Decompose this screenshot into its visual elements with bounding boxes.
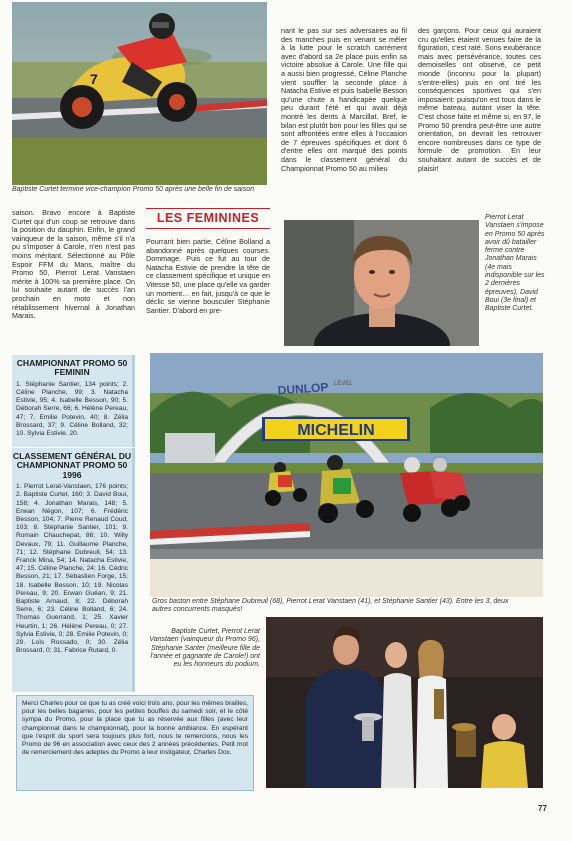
podium-caption: Baptiste Curtet, Pierrot Lerat Vanstaen (vainqueur du Promo 96), Stéphanie Santer (meilleure fille de l'année et gagnante de Carole!) ont eu les honneurs du podium. <box>149 628 260 669</box>
column-4-text: des garçons. Pour ceux qui auraient cru qu'elles étaient venues faire de la figuration, c'est raté. Sons exubérance mais avec persévérance, toutes ces demoiselles ont observé, ce petit monde (inconnu pour la plupart) s'entre-elles) puis en ont tiré les conséquences sportives qui s'en imposaient: puisqu'on est tous dans le même bateau, autant viser la tête. C'est chose faite et même si, en 97, le Promo 50 prendra peut-être une autre orientation, on devrait les retrouver encore nombreuses dans ce type de formule de promotion. En leur souhaitant autant de succès et de plaisir! <box>418 26 541 173</box>
feminines-heading: LES FEMININES <box>156 211 260 225</box>
championnat-feminin-results: 1. Stéphanie Santier, 134 points; 2. Céline Planche, 99; 3. Natacha Estivie, 95; 4. Isabelle Besson, 90; 5. Déborah Serre, 66; 6. Hélène Pereau, 47; 7. Emilie Potevin, 40; 8. Zélia Brossard, 37; 9. Céline Bolland, 32; 10. Sylvia Estivie, 20. <box>16 380 128 438</box>
race-photo <box>150 353 543 597</box>
portrait-caption: Pierrot Lerat Vanstaen s'impose en Promo 50 après avoir dû batailler ferme contre Jonathan Marais (4e mais indisponible sur les 2 dernières épreuves), David Boui (3e final) et Baptiste Curtet. <box>485 214 545 313</box>
feminines-heading-rule-bottom <box>146 228 270 229</box>
column-3-text: nant le pas sur ses adversaires au fil des manches puis en venant se mêler à la lutte pour le scratch carrément avec d'abord sa 2e place puis enfin sa victoire absolue à Carole. Une fille qui a aussi bien progressé, Céline Planche vient souffler la seconde place à Natacha Estivie et puis Isabelle Besson qu'une chute a handicapée quelque peu durant l'été et qui avait déjà montré les dents à Marcillat. Bref, le bilan est plutôt bon pour les filles qui se sont affrontées entre elles à l'occasion de 7 épreuves spécifiques et dont 6 d'entre elles ont marqué des points dans le classement général du Championnat Promo 50 au milieu <box>281 26 407 173</box>
level-sign-text: LEVEL <box>334 381 353 387</box>
portrait-photo <box>284 220 479 346</box>
classement-general-results: 1. Pierrot Lerat-Vanstaen, 176 points; 2. Baptiste Curtet, 160; 3. David Boui, 158; 4. Jonathan Marais, 148; 5. Erwan Négon, 107; 6. Frédéric Besson, 104; 7. Pierre Renaud Coud, 103; 8. Stéphanie Santier, 101; 9. Romain Chauchepat, 86; 10. Willy Devaux, 79; 11. Guillaume Planche, 71; 12. Stéphane Dubreuil, 54; 13. Franck Mina, 54; 14. Natacha Estivie, 47; 15. Céline Planche, 24; 16. Cédric Besson, 21; 17. Sébastien Forge, 15; 18. Isabelle Besson, 10; 19. Nicolas Pereau, 9; 20. Erwan Guéan, 9; 21. Baptiste Arnaud, 8; 22. Déborah Serre, 6; 23. Céline Bolland, 6; 24. Thomas Guerrand, 1; 25. Xavier Heurtin, 1; 26. Hélène Pereau, 0; 27. Sylvia Estivie, 0; 28. Emilie Potevin, 0; 29. Loïs Rossado, 0; 30. Zélia Brossard, 0; 31. Fabrice Rutard, 0. <box>16 483 128 655</box>
championnat-feminin-title: CHAMPIONNAT PROMO 50 FEMININ <box>16 358 128 378</box>
podium-photo <box>266 617 543 788</box>
feminines-heading-rule <box>146 208 270 209</box>
svg-text:7: 7 <box>90 71 98 87</box>
page-number: 77 <box>538 804 547 813</box>
championnat-feminin-box <box>12 355 135 447</box>
merci-box <box>16 695 254 791</box>
moto-top-caption: Baptiste Curtet termine vice-champion Promo 50 après une belle fin de saison <box>12 186 255 193</box>
moto-top-photo <box>12 2 267 185</box>
michelin-banner-text: MICHELIN <box>297 422 375 439</box>
dunlop-arch-text: DUNLOP <box>277 380 329 398</box>
left-column-text: saison. Bravo encore à Baptiste Curtet qui d'un coup se retrouve dans la position du dauphin. Enfin, le grand vainqueur de la saison, même s'il n'a pu s'imposer à Carole, n'en n'est pas moins méritant. Sélectionné au Pôle Espoir FFM du Mans, maître du Promo 50, Pierrot Lerat Vanstaen mérite à 100% sa première place. On lui souhaite autant de succès l'an prochain en moto et non rétablissement hivernal à Jonathan Marais. <box>12 208 135 321</box>
merci-text: Merci Charles pour ce que tu as créé voici trois ans, pour les mêmes brailles, pour les belles bagarres, pour les petites bouffes du samedi soir, et le côté sympa du Promo, pour la place que tu as réservée aux filles (avec leur championnat dans le championnat), pour la bonne ambiance. En espérant que l'esprit du sport sera toujours plus fort, nous te remercions, nous les Promo de 96 en association avec ceux des 2 années précédentes. Petit mot de remerciement des adeptes du Promo à leur instigateur, Charles Dox. <box>22 700 248 757</box>
race-caption: Gros baston entre Stéphane Dubreuil (68), Pierrot Lerat Vanstaen (41), et Stéphanie Santier (43). Entre les 3, deux autres concurrents masqués! <box>152 598 509 614</box>
classement-general-box <box>12 448 135 692</box>
classement-general-title: CLASSEMENT GÉNÉRAL DU CHAMPIONNAT PROMO 50 1996 <box>12 451 132 480</box>
middle-column-text: Pourrant bien partie, Céline Bolland a abandonné après quelques courses. Dommage. Puis ce fut au tour de Natacha Estivie de prendre la tête de ce classement spécifique et unique en Vitesse 50, une place qu'elle va garder un moment… en fait, jusqu'à ce que le déclic se vienne bousculer Stéphanie Santier. D'abord en pre- <box>146 237 270 315</box>
